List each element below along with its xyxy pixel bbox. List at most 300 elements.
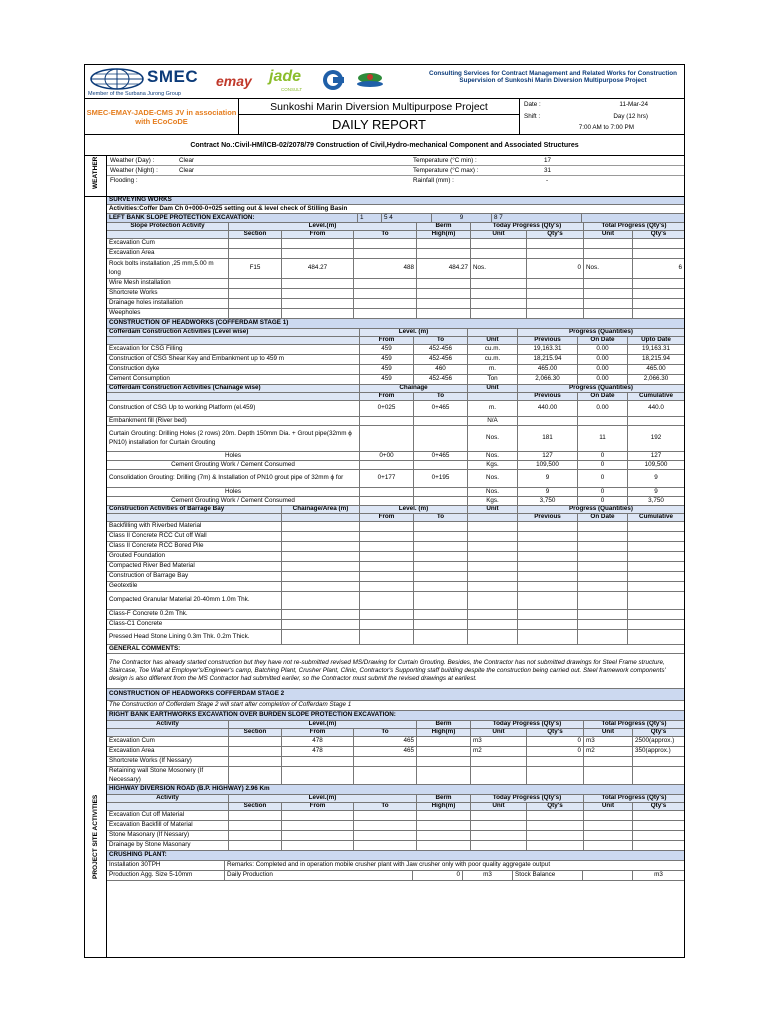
table-cell: From xyxy=(359,393,413,400)
table-cell xyxy=(577,582,627,591)
table-cell xyxy=(281,552,359,561)
table-row xyxy=(107,610,684,620)
table-cell xyxy=(228,239,281,248)
table-cell: Nos. xyxy=(470,259,526,278)
table-cell: The Contractor has already started construction but they have not re-submitted revised MS/Drawing for Curtain Grouting. Besides, the Contractor has not submitted drawings for Steel Frame structure, Staircase, Toe Wall at Employer's/Engineer's camp, Batching Plant, Crusher Plant, Clinic, Contractor's Supporting staff building despite the construction being carried out. Steel framework components' design is also different from the MS Contractor had submitted earlier, so the Contractor must submit the revised drawings at earliest. xyxy=(109,658,666,683)
table-cell: 0.00 xyxy=(577,401,627,416)
table-cell: To xyxy=(353,231,416,238)
weather-side-label xyxy=(85,156,107,196)
table-cell: Class II Concrete RCC Cut off Wall xyxy=(109,532,207,540)
table-cell: Compacted River Bed Material xyxy=(109,562,195,570)
table-cell xyxy=(577,542,627,551)
table-cell xyxy=(526,249,583,258)
consulting-services-text: Consulting Services for Contract Management and Related Works for Construction Supervision of Sunkoshi Marin Diversion Multipurpose Project xyxy=(429,70,677,84)
table-cell: Holes xyxy=(224,452,242,459)
table-cell xyxy=(470,811,526,820)
table-cell: 478 xyxy=(281,737,353,746)
table-cell: Stone Masonary (If Nessary) xyxy=(109,831,190,839)
table-cell: High(m) xyxy=(416,729,470,736)
smec-logo-text: SMEC xyxy=(147,67,199,86)
table-cell xyxy=(526,299,583,308)
table-row xyxy=(107,393,684,401)
table-cell: Compacted Granular Material 20-40mm 1.0m Thk. xyxy=(109,596,250,604)
table-row xyxy=(107,871,684,881)
table-cell: On Date xyxy=(577,393,627,400)
table-cell: 484.27 xyxy=(416,259,470,278)
table-cell: Qty's xyxy=(632,803,684,810)
table-cell xyxy=(359,572,413,581)
table-cell: On Date xyxy=(577,514,627,521)
table-cell: m2 xyxy=(583,747,632,756)
table-cell: Excavation Area xyxy=(109,249,155,257)
table-cell: CONSTRUCTION OF HEADWORKS (COFFERDAM STAGE 1) xyxy=(109,319,289,327)
table-cell xyxy=(359,426,413,451)
table-cell xyxy=(353,811,416,820)
table-cell xyxy=(577,552,627,561)
table-row xyxy=(107,841,684,851)
date-row xyxy=(519,99,684,111)
table-cell xyxy=(413,532,467,541)
table-cell: 9 xyxy=(627,488,684,496)
table-cell: Stock Balance xyxy=(512,871,582,880)
table-cell: HIGHWAY DIVERSION ROAD (B.P. HIGHWAY) 2.96 Km xyxy=(109,785,270,793)
table-cell xyxy=(467,542,517,551)
table-cell xyxy=(583,767,632,784)
temp-max-value: 31 xyxy=(544,167,552,174)
table-cell xyxy=(353,239,416,248)
table-cell xyxy=(413,497,467,505)
table-cell: F15 xyxy=(228,259,281,278)
table-cell xyxy=(526,239,583,248)
table-row xyxy=(107,630,684,645)
table-cell: 0.00 xyxy=(577,345,627,354)
table-cell xyxy=(467,329,517,336)
table-row xyxy=(107,701,684,711)
table-cell: Cumulative xyxy=(627,393,684,400)
table-cell xyxy=(413,552,467,561)
table-cell: 465 xyxy=(353,747,416,756)
table-cell xyxy=(632,841,684,850)
table-cell: 478 xyxy=(281,747,353,756)
table-cell: 2,066.30 xyxy=(627,375,684,384)
table-row xyxy=(107,289,684,299)
table-cell xyxy=(627,532,684,541)
table-cell xyxy=(627,582,684,591)
table-cell xyxy=(467,592,517,609)
table-cell xyxy=(583,289,632,298)
table-cell xyxy=(632,239,684,248)
table-cell xyxy=(583,841,632,850)
table-cell xyxy=(577,417,627,425)
table-cell: Drainage holes installation xyxy=(109,299,183,307)
table-cell: N/A xyxy=(467,417,517,425)
table-row xyxy=(107,811,684,821)
table-row xyxy=(107,385,684,393)
table-cell: Drainage by Stone Masonary xyxy=(109,841,191,849)
table-cell xyxy=(413,461,467,469)
table-row xyxy=(107,572,684,582)
table-cell xyxy=(353,757,416,766)
flooding-label: Flooding : xyxy=(110,177,138,184)
table-cell xyxy=(353,249,416,258)
table-cell: 0+177 xyxy=(359,470,413,487)
table-cell: m2 xyxy=(470,747,526,756)
table-cell xyxy=(526,279,583,288)
table-cell: Grouted Foundation xyxy=(109,552,166,560)
table-cell xyxy=(627,592,684,609)
table-cell xyxy=(517,610,577,619)
shift-label: Shift : xyxy=(524,113,541,120)
table-cell xyxy=(416,289,470,298)
table-cell xyxy=(228,249,281,258)
table-cell: 109,500 xyxy=(627,461,684,469)
table-cell xyxy=(517,572,577,581)
table-cell: 0 xyxy=(526,737,583,746)
table-row xyxy=(107,689,684,701)
table-cell: m. xyxy=(467,401,517,416)
table-cell: From xyxy=(359,337,413,344)
rainfall-label: Rainfall (mm) : xyxy=(413,177,454,184)
table-cell xyxy=(517,562,577,571)
table-cell: Nos. xyxy=(467,426,517,451)
table-cell: Section xyxy=(228,231,281,238)
table-cell xyxy=(526,767,583,784)
table-row xyxy=(107,426,684,452)
table-cell: 8 7 xyxy=(491,214,581,222)
table-cell xyxy=(107,514,281,521)
table-row xyxy=(107,239,684,249)
table-cell xyxy=(467,522,517,531)
table-row xyxy=(107,506,684,514)
table-row xyxy=(107,729,684,737)
table-row xyxy=(107,223,684,231)
table-cell: Nos. xyxy=(467,488,517,496)
table-cell xyxy=(627,572,684,581)
table-cell: 2,066.30 xyxy=(517,375,577,384)
table-cell: Construction of CSG Up to working Platform (el.459) xyxy=(109,404,256,412)
table-cell: Today Progress (Qty's) xyxy=(470,795,583,802)
table-cell xyxy=(632,767,684,784)
table-cell: m. xyxy=(467,365,517,374)
table-cell: Cofferdam Construction Activities (Level wise) xyxy=(109,329,249,336)
table-cell xyxy=(413,592,467,609)
table-cell xyxy=(583,831,632,840)
table-cell: Total Progress (Qty's) xyxy=(583,223,684,230)
table-cell xyxy=(467,572,517,581)
table-cell xyxy=(281,572,359,581)
table-cell xyxy=(107,393,359,400)
table-cell xyxy=(583,757,632,766)
table-cell xyxy=(228,279,281,288)
table-cell xyxy=(359,488,413,496)
contract-number: Contract No.:Civil-HM/ICB-02/2078/79 Construction of Civil,Hydro-mechanical Component and Associated Structures xyxy=(85,135,684,156)
table-cell: Excavation Backfill of Material xyxy=(109,821,193,829)
table-cell xyxy=(281,239,353,248)
table-row xyxy=(107,654,684,689)
table-cell xyxy=(470,309,526,318)
table-row xyxy=(107,309,684,319)
table-cell: 459 xyxy=(359,355,413,364)
table-cell xyxy=(413,562,467,571)
table-cell xyxy=(359,552,413,561)
table-cell xyxy=(281,522,359,531)
table-cell xyxy=(416,811,470,820)
table-row xyxy=(107,417,684,426)
table-cell xyxy=(353,821,416,830)
table-cell: 0+465 xyxy=(413,452,467,460)
table-cell: Production Agg. Size 5-10mm xyxy=(109,871,193,879)
table-cell: Previous xyxy=(517,337,577,344)
table-cell xyxy=(228,811,281,820)
table-cell: 5 4 xyxy=(381,214,431,222)
table-cell: 465.00 xyxy=(517,365,577,374)
table-cell: CONSTRUCTION OF HEADWORKS COFFERDAM STAGE 2 xyxy=(109,690,285,698)
table-cell xyxy=(526,289,583,298)
table-cell: 0 xyxy=(526,259,583,278)
table-cell xyxy=(583,821,632,830)
table-cell xyxy=(582,871,632,880)
table-row xyxy=(107,620,684,630)
table-cell xyxy=(581,214,684,222)
table-row xyxy=(107,249,684,259)
table-cell xyxy=(577,532,627,541)
table-cell: 488 xyxy=(353,259,416,278)
table-cell: Kgs. xyxy=(467,461,517,469)
table-cell: Total Progress (Qty's) xyxy=(583,721,684,728)
table-row xyxy=(107,522,684,532)
table-row xyxy=(107,737,684,747)
table-cell: Class II Concrete RCC Bored Pile xyxy=(109,542,204,550)
table-cell xyxy=(467,610,517,619)
table-cell xyxy=(359,592,413,609)
table-row xyxy=(107,861,684,871)
table-cell: Qty's xyxy=(526,803,583,810)
table-cell xyxy=(413,572,467,581)
table-cell xyxy=(359,610,413,619)
table-cell: Kgs. xyxy=(467,497,517,505)
table-cell xyxy=(627,417,684,425)
table-cell xyxy=(359,461,413,469)
table-row xyxy=(107,542,684,552)
table-cell: Wire Mesh installation xyxy=(109,279,171,287)
table-cell xyxy=(467,393,517,400)
table-row xyxy=(107,319,684,329)
table-cell: 181 xyxy=(517,426,577,451)
weather-night-label: Weather (Night) : xyxy=(110,167,158,174)
table-row xyxy=(107,785,684,795)
table-cell xyxy=(583,249,632,258)
table-cell xyxy=(359,630,413,644)
table-cell xyxy=(632,279,684,288)
table-cell: 18,215.94 xyxy=(627,355,684,364)
table-cell xyxy=(627,620,684,629)
rainfall-value: - xyxy=(546,177,549,184)
table-cell: Construction of CSG Shear Key and Embankment up to 459 m xyxy=(109,355,285,363)
table-cell xyxy=(353,289,416,298)
table-cell: 192 xyxy=(627,426,684,451)
table-cell xyxy=(467,552,517,561)
table-cell xyxy=(107,803,228,810)
table-cell: To xyxy=(353,803,416,810)
table-cell: 9 xyxy=(627,470,684,487)
table-row xyxy=(107,345,684,355)
table-cell xyxy=(416,249,470,258)
table-cell: Today Progress (Qty's) xyxy=(470,223,583,230)
daily-report-sheet xyxy=(84,64,685,958)
table-cell xyxy=(228,289,281,298)
table-cell xyxy=(353,299,416,308)
table-cell: 460 xyxy=(413,365,467,374)
table-cell: Unit xyxy=(583,803,632,810)
table-cell xyxy=(413,582,467,591)
activities-side-label xyxy=(85,197,107,957)
table-row xyxy=(107,329,684,337)
table-cell xyxy=(281,309,353,318)
table-cell: 0 xyxy=(526,747,583,756)
smec-tagline: Member of the Surbana Jurong Group xyxy=(88,91,181,97)
table-cell: 18,215.94 xyxy=(517,355,577,364)
table-cell: 0+00 xyxy=(359,452,413,460)
table-cell xyxy=(413,522,467,531)
table-cell: 459 xyxy=(359,375,413,384)
table-cell: Backfilling with Riverbed Material xyxy=(109,522,202,530)
table-cell xyxy=(228,309,281,318)
table-cell xyxy=(583,239,632,248)
table-cell: Qty's xyxy=(526,729,583,736)
table-row xyxy=(107,197,684,205)
table-cell xyxy=(359,542,413,551)
table-cell: To xyxy=(413,337,467,344)
table-cell xyxy=(627,610,684,619)
table-cell: 452-456 xyxy=(413,345,467,354)
table-cell: Berm xyxy=(416,795,470,802)
table-row xyxy=(107,205,684,214)
table-cell xyxy=(632,821,684,830)
table-cell xyxy=(353,841,416,850)
table-row xyxy=(107,711,684,721)
table-cell: Progress (Quantities) xyxy=(517,506,684,513)
temp-min-value: 17 xyxy=(544,157,552,164)
weather-row-night xyxy=(107,166,684,176)
table-cell: Installation 30TPH xyxy=(109,861,161,869)
table-cell: Embankment fill (River bed) xyxy=(109,417,187,424)
table-cell: 19,163.31 xyxy=(517,345,577,354)
shift-value: Day (12 hrs) xyxy=(613,113,648,120)
table-row xyxy=(107,831,684,841)
table-cell: Excavation for CSG Filling xyxy=(109,345,183,353)
weather-row-day xyxy=(107,156,684,166)
weather-side-text: WEATHER xyxy=(92,156,99,189)
table-cell: The Construction of Cofferdam Stage 2 will start after completion of Cofferdam Stage 1 xyxy=(109,701,352,709)
table-cell xyxy=(517,552,577,561)
table-cell xyxy=(517,592,577,609)
table-row xyxy=(107,795,684,803)
table-cell: CRUSHING PLANT: xyxy=(109,851,167,859)
table-cell xyxy=(517,582,577,591)
table-cell xyxy=(583,279,632,288)
table-cell xyxy=(632,289,684,298)
table-cell xyxy=(627,522,684,531)
table-cell xyxy=(583,299,632,308)
table-cell: Activities:Coffer Dam Ch 0+000-0+025 setting out & level check of Stilling Basin xyxy=(109,205,348,212)
table-cell xyxy=(632,831,684,840)
weather-night-value: Clear xyxy=(179,167,195,174)
table-cell: Cement Grouting Work / Cement Consumed xyxy=(171,461,295,468)
table-cell xyxy=(281,757,353,766)
table-cell xyxy=(413,488,467,496)
table-cell xyxy=(627,630,684,644)
table-cell xyxy=(228,821,281,830)
table-cell: Activity xyxy=(156,795,179,802)
table-cell xyxy=(470,239,526,248)
table-cell xyxy=(416,309,470,318)
table-cell: Progress (Quantities) xyxy=(517,385,684,392)
table-cell xyxy=(467,514,517,521)
table-cell xyxy=(632,299,684,308)
table-cell: Pressed Head Stone Lining 0.3m Thk. 0.2m Thick. xyxy=(109,632,250,640)
table-cell xyxy=(517,630,577,644)
time-value: 7:00 AM to 7:00 PM xyxy=(578,124,634,131)
table-cell xyxy=(281,289,353,298)
table-cell xyxy=(526,309,583,318)
table-row xyxy=(107,299,684,309)
jv-name: SMEC-EMAY-JADE-CMS JV in association with ECoCoDE xyxy=(85,99,239,134)
table-cell xyxy=(413,620,467,629)
table-cell xyxy=(281,562,359,571)
table-cell: 484.27 xyxy=(281,259,353,278)
table-cell: m3 xyxy=(583,737,632,746)
table-cell: Qty's xyxy=(526,231,583,238)
table-cell xyxy=(353,279,416,288)
table-cell: Berm xyxy=(416,721,470,728)
table-cell: To xyxy=(353,729,416,736)
table-cell xyxy=(467,582,517,591)
table-cell xyxy=(107,729,228,736)
table-cell: LEFT BANK SLOPE PROTECTION EXCAVATION: xyxy=(109,214,255,221)
table-row xyxy=(107,851,684,861)
activities-table xyxy=(107,197,684,957)
table-cell xyxy=(467,562,517,571)
table-cell xyxy=(627,562,684,571)
table-cell xyxy=(281,532,359,541)
table-cell: Class-F Concrete 0.2m Thk. xyxy=(109,610,188,618)
table-cell: 452-456 xyxy=(413,375,467,384)
table-cell xyxy=(467,620,517,629)
table-cell: 465.00 xyxy=(627,365,684,374)
table-row xyxy=(107,562,684,572)
table-cell xyxy=(281,610,359,619)
table-cell: 0 xyxy=(577,452,627,460)
table-cell xyxy=(416,299,470,308)
table-cell xyxy=(228,299,281,308)
table-cell xyxy=(281,592,359,609)
table-row xyxy=(107,375,684,385)
table-cell xyxy=(632,309,684,318)
table-cell xyxy=(359,417,413,425)
table-cell: 0.00 xyxy=(577,375,627,384)
table-cell: Unit xyxy=(583,729,632,736)
table-row xyxy=(107,552,684,562)
table-cell xyxy=(577,562,627,571)
table-row xyxy=(107,401,684,417)
table-cell: Construction dyke xyxy=(109,365,160,373)
table-row xyxy=(107,582,684,592)
table-cell: Today Progress (Qty's) xyxy=(470,721,583,728)
table-cell: 440.0 xyxy=(627,401,684,416)
table-cell: Total Progress (Qty's) xyxy=(583,795,684,802)
table-cell: 3,750 xyxy=(627,497,684,505)
table-cell xyxy=(228,737,281,746)
